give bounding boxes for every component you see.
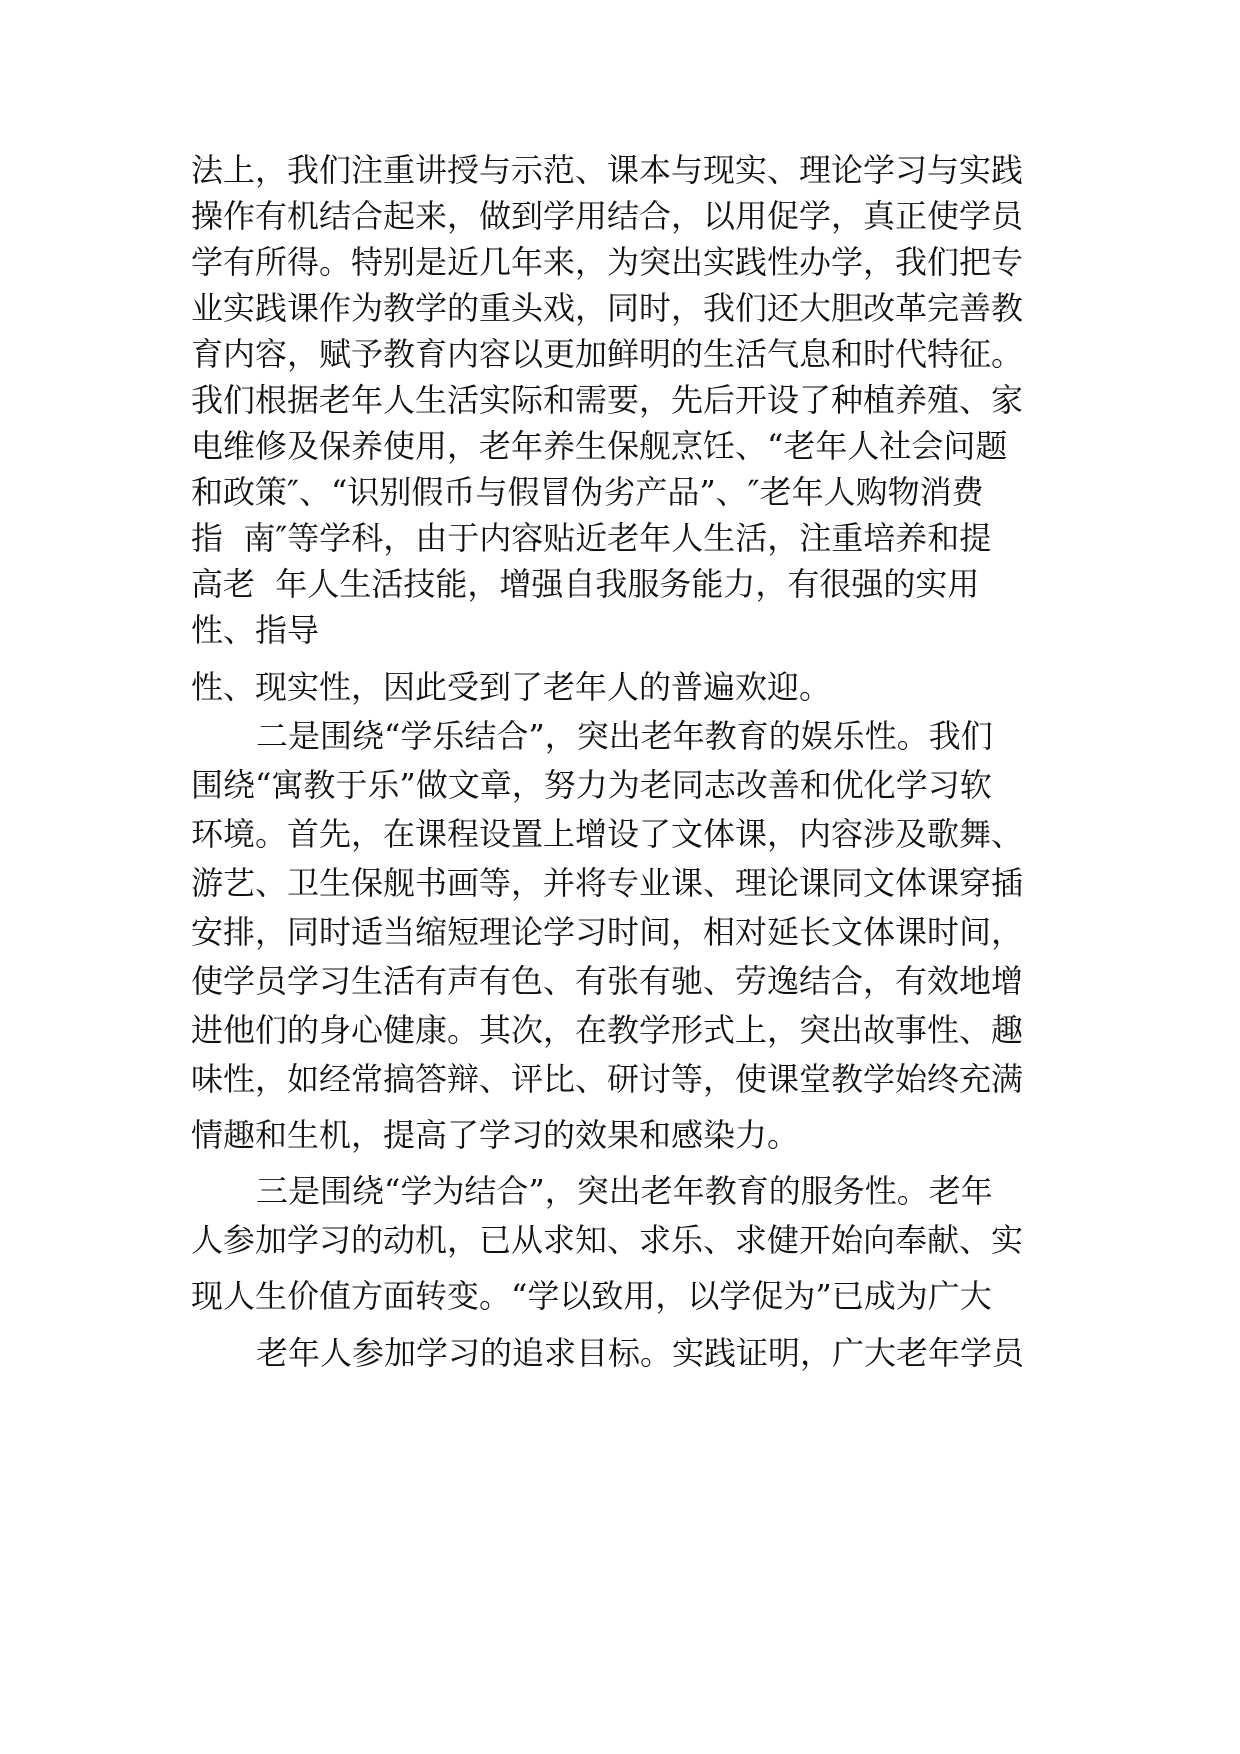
text-line: 游艺、卫生保舰书画等，并将专业课、理论课同文体课穿插 bbox=[191, 864, 1024, 902]
text-line: 法上，我们注重讲授与示范、课本与现实、理论学习与实践 bbox=[191, 151, 1024, 189]
text-line: 性、现实性，因此受到了老年人的普遍欢迎。 bbox=[191, 668, 832, 706]
text-line: 操作有机结合起来，做到学用结合，以用促学，真正使学员 bbox=[191, 197, 1024, 235]
text-line: 指 南″等学科，由于内容贴近老年人生活，注重培养和提 bbox=[191, 519, 992, 557]
text-line: 我们根据老年人生活实际和需要，先后开设了种植养殖、家 bbox=[191, 381, 1024, 419]
text-line: 围绕“寓教于乐”做文章，努力为老同志改善和优化学习软 bbox=[191, 766, 992, 804]
text-line: 性、指导 bbox=[191, 611, 320, 649]
text-line: 和政策″、“识别假币与假冒伪劣产品”、″老年人购物消费 bbox=[191, 473, 984, 511]
text-line: 使学员学习生活有声有色、有张有驰、劳逸结合，有效地增 bbox=[191, 962, 1024, 1000]
text-line: 味性，如经常搞答辩、评比、研讨等，使课堂教学始终充满 bbox=[191, 1060, 1024, 1098]
text-line: 高老 年人生活技能，增强自我服务能力，有很强的实用 bbox=[191, 565, 980, 603]
text-line: 情趣和生机，提高了学习的效果和感染力。 bbox=[191, 1116, 800, 1154]
text-line: 电维修及保养使用，老年养生保舰烹饪、“老年人社会问题 bbox=[191, 427, 1008, 465]
text-line: 育内容，赋予教育内容以更加鲜明的生活气息和时代特征。 bbox=[191, 335, 1024, 373]
text-line: 老年人参加学习的追求目标。实践证明，广大老年学员 bbox=[256, 1334, 1025, 1372]
text-line: 现人生价值方面转变。“学以致用，以学促为”已成为广大 bbox=[191, 1277, 992, 1315]
text-line: 学有所得。特别是近几年来，为突出实践性办学，我们把专 bbox=[191, 243, 1024, 281]
text-line: 进他们的身心健康。其次，在教学形式上，突出故事性、趣 bbox=[191, 1011, 1024, 1049]
text-line: 环境。首先，在课程设置上增设了文体课，内容涉及歌舞、 bbox=[191, 815, 1024, 853]
paragraph-first-line: 二是围绕“学乐结合”，突出老年教育的娱乐性。我们 bbox=[256, 717, 993, 755]
text-line: 人参加学习的动机，已从求知、求乐、求健开始向奉献、实 bbox=[191, 1221, 1024, 1259]
text-line: 安排，同时适当缩短理论学习时间，相对延长文体课时间， bbox=[191, 913, 1024, 951]
paragraph-first-line: 三是围绕“学为结合”，突出老年教育的服务性。老年 bbox=[256, 1172, 993, 1210]
text-line: 业实践课作为教学的重头戏，同时，我们还大胆改革完善教 bbox=[191, 289, 1024, 327]
